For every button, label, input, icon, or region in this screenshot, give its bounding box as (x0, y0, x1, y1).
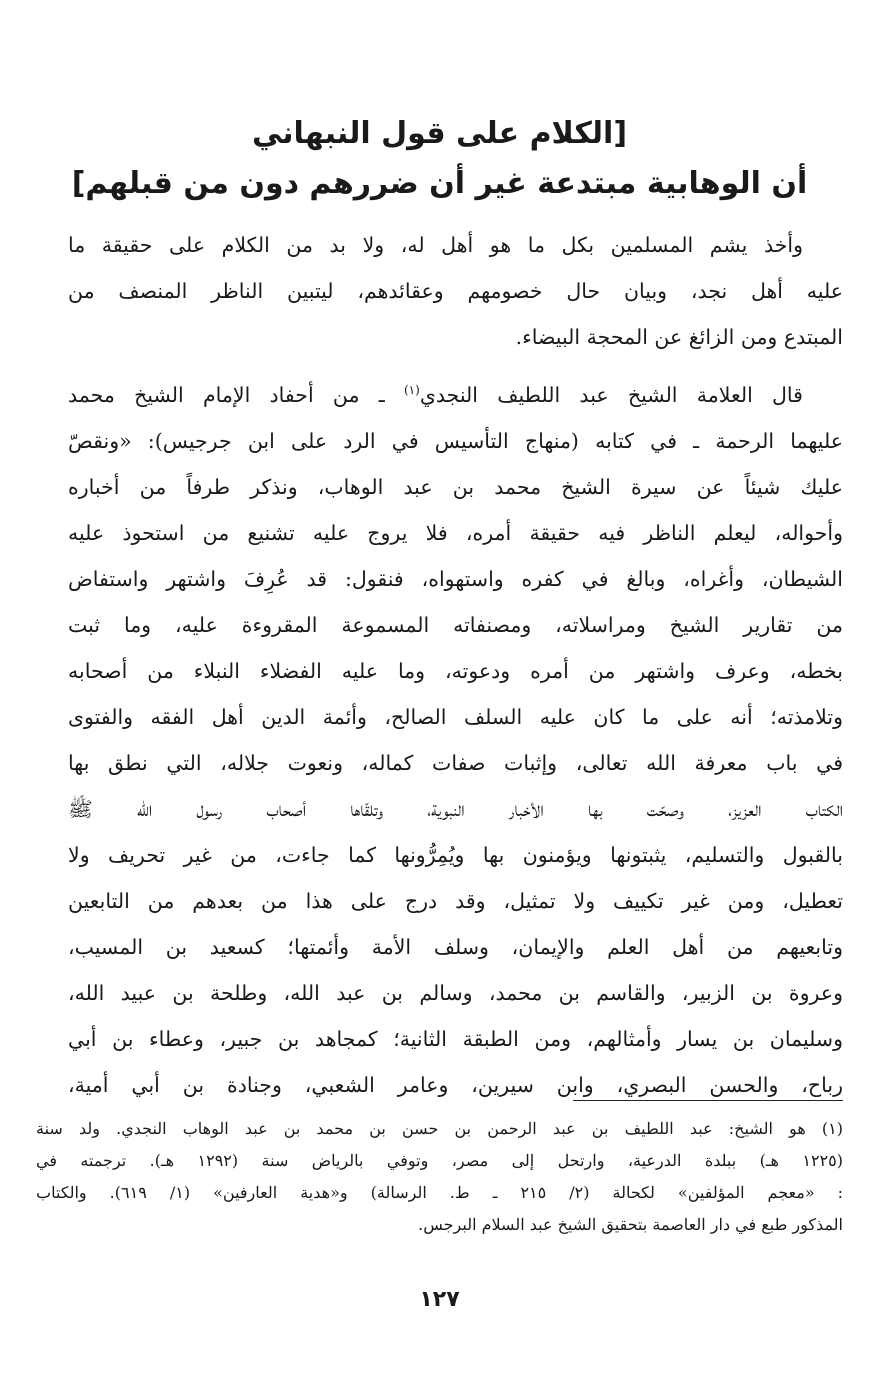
text-line: رباح، والحسن البصري، وابن سيرين، وعامر الشعبي، وجنادة بن أبي أمية، (68, 1073, 843, 1097)
section-heading-line-2: أن الوهابية مبتدعة غير أن ضررهم دون من قبلهم] (71, 166, 808, 201)
page-number: ١٢٧ (419, 1287, 460, 1312)
text-segment: ـ من أحفاد الإمام الشيخ محمد (68, 383, 404, 407)
text-segment: قال العلامة الشيخ عبد اللطيف النجدي (419, 383, 803, 407)
text-line: من تقارير الشيخ ومراسلاته، ومصنفاته المسموعة المقروءة عليه، وما ثبت (68, 613, 843, 637)
text-line: وأخذ يشم المسلمين بكل ما هو أهل له، ولا بد من الكلام على حقيقة ما (68, 233, 803, 257)
footnote-separator-rule (573, 1100, 843, 1101)
text-line: بخطه، وعرف واشتهر من أمره ودعوته، وما عليه الفضلاء النبلاء من أصحابه (68, 659, 843, 683)
text-line: بالقبول والتسليم، يثبتونها ويؤمنون بها ويُمِرُّونها كما جاءت، من غير تحريف ولا (68, 843, 843, 867)
text-line: عليهما الرحمة ـ في كتابه (منهاج التأسيس في الرد على ابن جرجيس): «ونقصّ (68, 429, 843, 453)
section-heading-line-1: [الكلام على قول النبهاني (251, 116, 628, 151)
text-line: الشيطان، وأغراه، وبالغ في كفره واستهواه، فنقول: قد عُرِفَ واشتهر واستفاض (68, 567, 843, 591)
text-line: وتلامذته؛ أنه على ما كان عليه السلف الصالح، وأئمة الدين أهل الفقه والفتوى (68, 705, 843, 729)
text-line-with-footnote-ref (68, 372, 843, 418)
body-text (68, 222, 843, 1108)
text-line: وأحواله، ليعلم الناظر فيه حقيقة أمره، فلا يروج عليه تشنيع من استحوذ عليه (68, 521, 843, 545)
footnote-line: (١) هو الشيخ: عبد اللطيف بن عبد الرحمن بن حسن بن محمد بن عبد الوهاب النجدي. ولد سنة (36, 1119, 843, 1138)
text-line: عليك شيئاً عن سيرة الشيخ محمد بن عبد الوهاب، ونذكر طرفاً من أخباره (68, 475, 843, 499)
footnote-line: المذكور طبع في دار العاصمة بتحقيق الشيخ عبد السلام البرجس. (418, 1215, 843, 1234)
text-line: وسليمان بن يسار وأمثالهم، ومن الطبقة الثانية؛ كمجاهد بن جبير، وعطاء بن أبي (68, 1027, 843, 1051)
footnote-line: (١٢٢٥ هـ) ببلدة الدرعية، وارتحل إلى مصر، وتوفي بالرياض سنة (١٢٩٢ هـ). ترجمته في (36, 1151, 843, 1170)
text-line: وعروة بن الزبير، والقاسم بن محمد، وسالم بن عبد الله، وطلحة بن عبيد الله، (68, 981, 843, 1005)
footnote-marker: (١) (403, 383, 420, 398)
footnote-line: : «معجم المؤلفين» لكحالة (٢/ ٢١٥ ـ ط. الرسالة) و«هدية العارفين» (١/ ٦١٩). والكتاب (36, 1183, 843, 1202)
text-line: في باب معرفة الله تعالى، وإثبات صفات كماله، ونعوت جلاله، التي نطق بها (68, 751, 843, 775)
text-line: وتابعيهم من أهل العلم والإيمان، وسلف الأمة وأئمتها؛ كسعيد بن المسيب، (68, 935, 843, 959)
text-line: المبتدع ومن الزائغ عن المحجة البيضاء. (515, 325, 843, 349)
text-line: تعطيل، ومن غير تكييف ولا تمثيل، وقد درج على هذا من بعدهم من التابعين (68, 889, 843, 913)
text-line: الكتاب العزيز، وصحّت بها الأخبار النبوية، وتلقّاها أصحاب رسول الله ﷺ (68, 797, 843, 821)
footnote (36, 1113, 843, 1241)
text-line: عليه أهل نجد، وبيان حال خصومهم وعقائدهم، ليتبين الناظر المنصف من (68, 279, 843, 303)
